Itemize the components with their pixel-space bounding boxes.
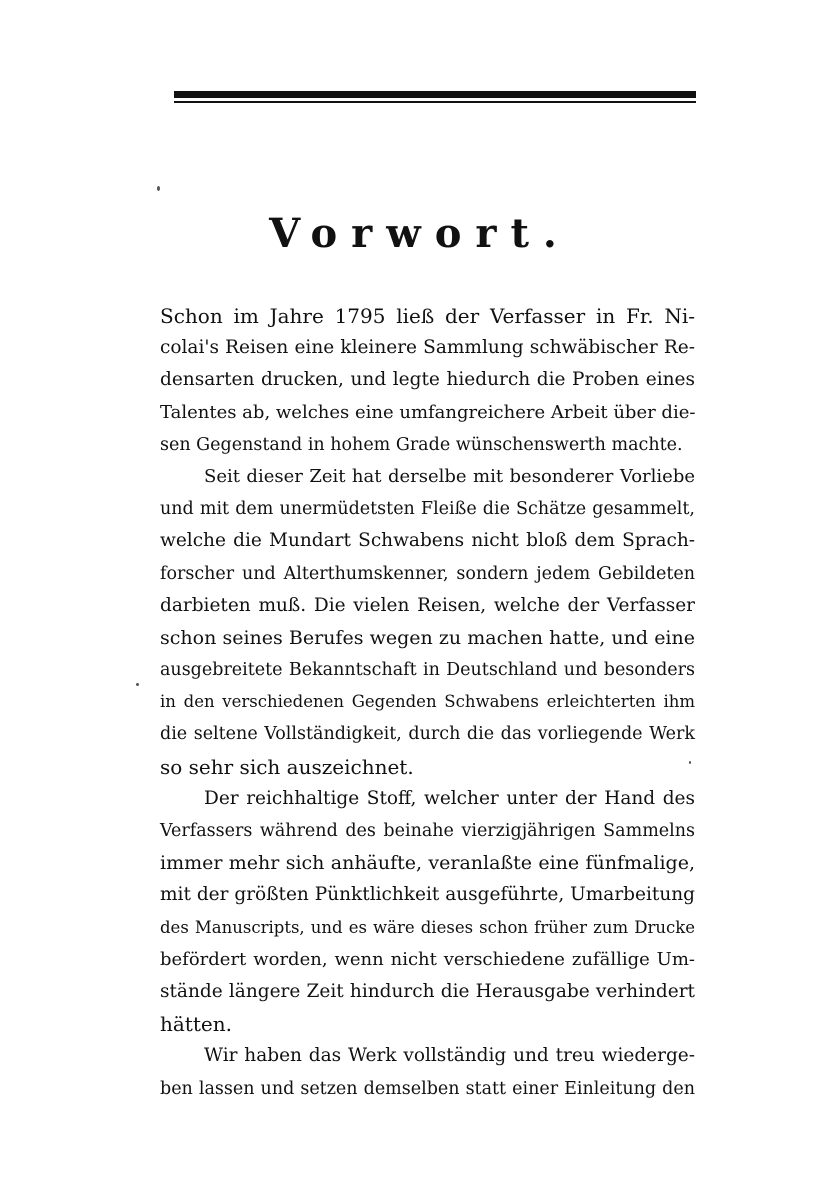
text-line: in den verschiedenen Gegenden Schwabens erleichterten ihm — [160, 692, 695, 712]
scan-speck — [136, 683, 139, 686]
text-line: stände längere Zeit hindurch die Herausgabe verhindert — [160, 980, 695, 1002]
paragraph-2 — [160, 461, 695, 783]
text-line: ausgebreitete Bekanntschaft in Deutschland und besonders — [160, 660, 695, 681]
text-line: und mit dem unermüdetsten Fleiße die Schätze gesammelt, — [160, 499, 695, 520]
text-line: Der reichhaltige Stoff, welcher unter der Hand des — [204, 787, 695, 809]
text-line: die seltene Vollständigkeit, durch die das vorliegende Werk — [160, 724, 695, 745]
text-line: so sehr sich auszeichnet. — [160, 754, 414, 779]
paragraph-3 — [160, 783, 695, 1041]
scan-speck — [157, 186, 160, 191]
text-line: mit der größten Pünktlichkeit ausgeführte, Umarbeitung — [160, 884, 695, 906]
text-line: sen Gegenstand in hohem Grade wünschenswerth machte. — [160, 434, 683, 455]
text-line: darbieten muß. Die vielen Reisen, welche der Verfasser — [160, 594, 695, 616]
text-line: densarten drucken, und legte hiedurch die Proben eines — [160, 369, 695, 391]
text-line: ben lassen und setzen demselben statt einer Einleitung den — [160, 1078, 695, 1099]
text-line: schon seines Berufes wegen zu machen hatte, und eine — [160, 626, 695, 649]
text-line: des Manuscripts, und es wäre dieses schon früher zum Drucke — [160, 917, 695, 937]
text-line: befördert worden, wenn nicht verschiedene zufällige Um- — [160, 948, 695, 970]
body-text — [160, 300, 695, 1105]
text-line: colai's Reisen eine kleinere Sammlung schwäbischer Re- — [160, 337, 695, 359]
paragraph-4 — [160, 1040, 695, 1104]
text-line: forscher und Alterthumskenner, sondern jedem Gebildeten — [160, 563, 695, 584]
text-line: Seit dieser Zeit hat derselbe mit besonderer Vorliebe — [204, 465, 695, 487]
paragraph-1 — [160, 300, 695, 461]
page-title: Vorwort. — [269, 210, 571, 257]
text-line: immer mehr sich anhäufte, veranlaßte eine fünfmalige, — [160, 852, 695, 875]
text-line: Talentes ab, welches eine umfangreichere Arbeit über die- — [160, 401, 696, 423]
text-line: Wir haben das Werk vollständig und treu wiederge- — [204, 1045, 695, 1067]
text-line: hätten. — [160, 1012, 232, 1037]
text-line: Schon im Jahre 1795 ließ der Verfasser in Fr. Ni- — [160, 304, 695, 328]
scan-speck — [689, 761, 691, 764]
header-rule-thick — [174, 91, 696, 98]
header-rule-thin — [174, 101, 696, 103]
text-line: Verfassers während des beinahe vierzigjährigen Sammelns — [160, 821, 695, 841]
text-line: welche die Mundart Schwabens nicht bloß dem Sprach- — [160, 530, 695, 552]
